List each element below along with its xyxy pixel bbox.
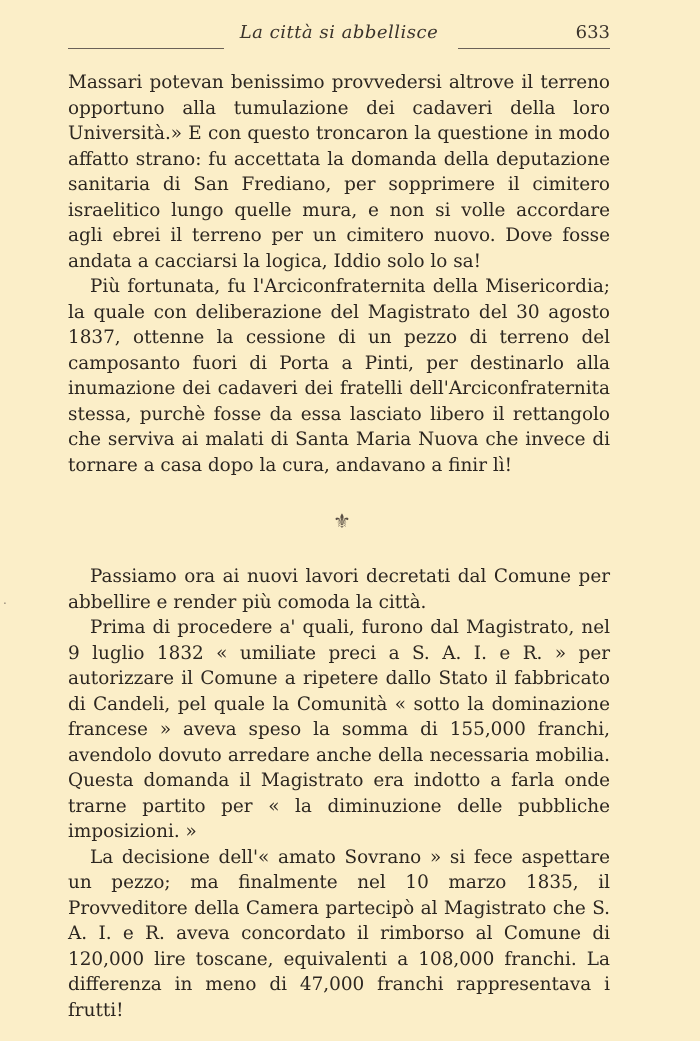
fleuron-ornament-icon: ⚜ [333,509,351,533]
page-header [68,22,610,50]
paragraph: Prima di procedere a' quali, furono dal Magistrato, nel 9 luglio 1832 « umiliate preci a S. A. I. e R. » per autorizzare il Comune a ripetere dallo Stato il fabbricato di Candeli, pel quale la Comunità « sotto la dominazione francese » aveva speso la somma di 155,000 franchi, avendolo dovuto arredare anche della necessaria mobilia. Questa domanda il Magistrato era indotto a farla onde trarne partito per « la diminuzione delle pubbliche imposizioni. » [68,617,610,842]
margin-mark: . [3,593,7,607]
text-block-top [68,70,610,478]
page-number: 633 [575,22,610,43]
header-rule-right [458,48,610,49]
paragraph: La decisione dell'« amato Sovrano » si fece aspettare un pezzo; ma finalmente nel 10 marzo 1835, il Provveditore della Camera partecipò al Magistrato che S. A. I. e R. aveva concordato il rimborso al Comune di 120,000 lire toscane, equivalenti a 108,000 franchi. La differenza in meno di 47,000 franchi rappresentava i frutti! [68,846,610,1021]
running-title: La città si abbellisce [239,22,439,43]
header-rule-left [68,48,224,49]
text-block-bottom [68,564,610,1023]
paragraph: Massari potevan benissimo provvedersi altrove il terreno opportuno alla tumulazione dei cadaveri della loro Università.» E con questo troncaron la questione in modo affatto strano: fu accettata la domanda della deputazione sanitaria di San Frediano, per sopprimere il cimitero israelitico lungo quelle mura, e non si volle accordare agli ebrei il terreno per un cimitero nuovo. Dove fosse andata a cacciarsi la logica, Iddio solo lo sa! [68,72,610,272]
paragraph: Più fortunata, fu l'Arciconfraternita della Misericordia; la quale con deliberazione del Magistrato del 30 agosto 1837, ottenne la cessione di un pezzo di terreno del camposanto fuori di Porta a Pinti, per destinarlo alla inumazione dei cadaveri dei fratelli dell'Arciconfraternita stessa, purchè fosse da essa lasciato libero il rettangolo che serviva ai malati di Santa Maria Nuova che invece di tornare a casa dopo la cura, andavano a finir lì! [68,276,610,476]
paragraph: Passiamo ora ai nuovi lavori decretati dal Comune per abbellire e render più comoda la città. [68,566,610,613]
